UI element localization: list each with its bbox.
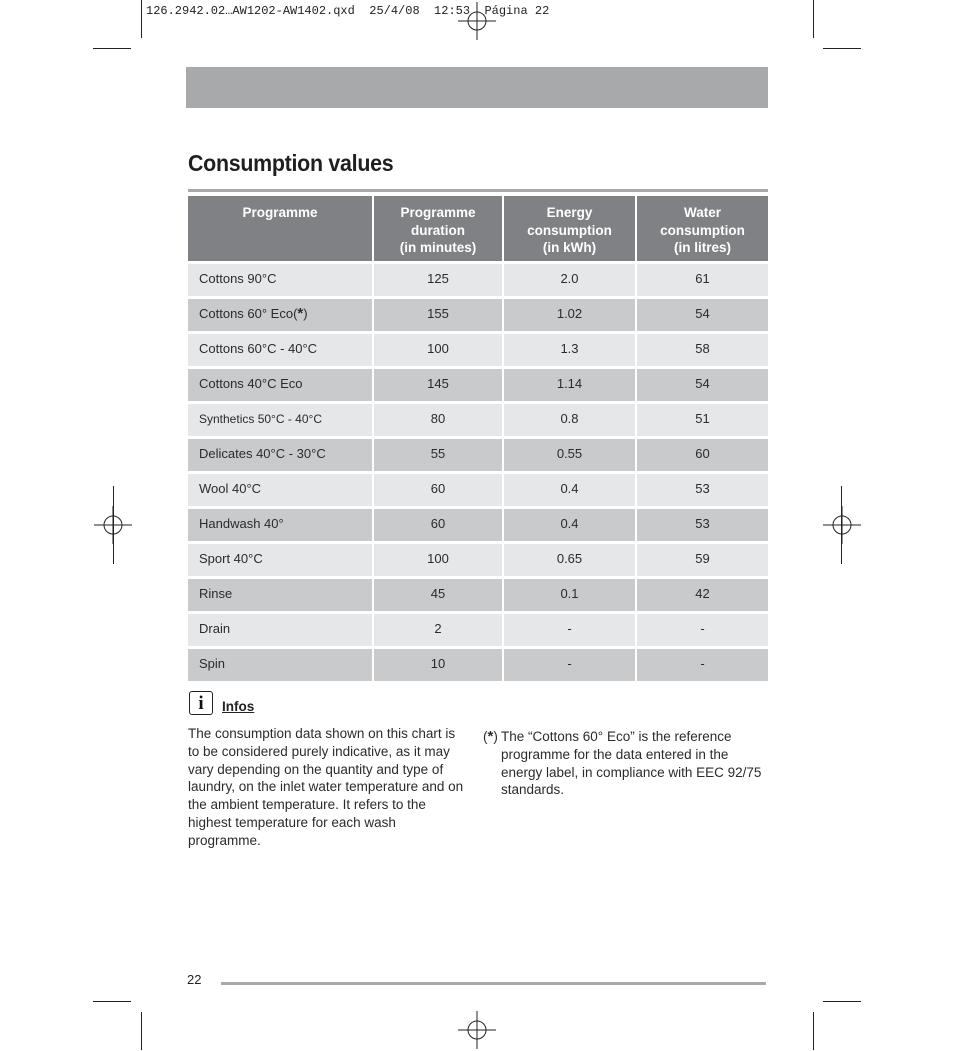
table-row <box>188 263 768 298</box>
programme-cell: Cottons 90°C <box>188 263 373 298</box>
energy-cell: 0.65 <box>503 543 636 578</box>
water-cell: 59 <box>636 543 768 578</box>
duration-cell: 45 <box>373 578 503 613</box>
energy-cell: 0.55 <box>503 438 636 473</box>
column-header-duration: Programme duration (in minutes) <box>373 196 503 263</box>
duration-cell: 10 <box>373 648 503 682</box>
column-header-programme: Programme <box>188 196 373 263</box>
crop-mark <box>823 1001 861 1002</box>
water-cell: 60 <box>636 438 768 473</box>
energy-cell: 1.3 <box>503 333 636 368</box>
energy-cell: 0.4 <box>503 473 636 508</box>
water-cell: 54 <box>636 298 768 333</box>
water-cell: 53 <box>636 508 768 543</box>
energy-cell: 1.14 <box>503 368 636 403</box>
programme-cell: Spin <box>188 648 373 682</box>
duration-cell: 80 <box>373 403 503 438</box>
water-cell: - <box>636 613 768 648</box>
column-header-energy: Energy consumption (in kWh) <box>503 196 636 263</box>
header-band <box>186 67 768 108</box>
energy-cell: 0.4 <box>503 508 636 543</box>
table-row <box>188 613 768 648</box>
duration-cell: 100 <box>373 543 503 578</box>
programme-cell: Wool 40°C <box>188 473 373 508</box>
info-icon: i <box>189 691 213 715</box>
info-note: The consumption data shown on this chart is to be considered purely indicative, as it may vary depending on the quantity and type of laundry, on the inlet water temperature and on the ambient temperature. It refers to the highest temperature for each wash programme. <box>188 726 464 848</box>
table-row <box>188 403 768 438</box>
duration-cell: 145 <box>373 368 503 403</box>
crop-mark <box>841 486 842 564</box>
energy-cell: 2.0 <box>503 263 636 298</box>
registration-mark-icon <box>458 2 496 40</box>
print-slug: 126.2942.02…AW1202-AW1402.qxd 25/4/08 12:53 Página 22 <box>146 4 550 18</box>
energy-cell: 0.8 <box>503 403 636 438</box>
programme-cell: Rinse <box>188 578 373 613</box>
programme-cell: Cottons 60° Eco(*) <box>188 298 373 333</box>
programme-cell: Delicates 40°C - 30°C <box>188 438 373 473</box>
footnote-text: The “Cottons 60° Eco” is the reference programme for the data entered in the energy label, in compliance with EEC 92/75 standards. <box>501 729 762 798</box>
energy-cell: - <box>503 613 636 648</box>
table-header-row <box>188 196 768 263</box>
asterisk-mark: * <box>297 305 304 322</box>
table-row <box>188 438 768 473</box>
crop-mark <box>813 0 814 38</box>
table-row <box>188 543 768 578</box>
water-cell: 53 <box>636 473 768 508</box>
duration-cell: 155 <box>373 298 503 333</box>
crop-mark <box>141 1012 142 1050</box>
crop-mark <box>93 1001 131 1002</box>
energy-cell: 1.02 <box>503 298 636 333</box>
footer-divider <box>221 982 766 985</box>
crop-mark <box>813 1012 814 1050</box>
crop-mark <box>823 48 861 49</box>
duration-cell: 60 <box>373 473 503 508</box>
energy-cell: - <box>503 648 636 682</box>
table-row <box>188 333 768 368</box>
programme-cell: Synthetics 50°C - 40°C <box>188 403 373 438</box>
table-row <box>188 298 768 333</box>
water-cell: - <box>636 648 768 682</box>
programme-cell: Handwash 40° <box>188 508 373 543</box>
duration-cell: 125 <box>373 263 503 298</box>
title-divider <box>188 189 768 192</box>
duration-cell: 60 <box>373 508 503 543</box>
page-number: 22 <box>187 972 202 987</box>
table-row <box>188 368 768 403</box>
table-row <box>188 473 768 508</box>
water-cell: 51 <box>636 403 768 438</box>
programme-cell: Drain <box>188 613 373 648</box>
infos-heading: Infos <box>222 699 255 714</box>
table-row <box>188 508 768 543</box>
registration-mark-icon <box>823 506 861 544</box>
footnote <box>483 728 768 799</box>
crop-mark <box>141 0 142 38</box>
table-row <box>188 648 768 682</box>
energy-cell: 0.1 <box>503 578 636 613</box>
programme-cell: Cottons 60°C - 40°C <box>188 333 373 368</box>
consumption-table <box>188 196 768 681</box>
programme-cell: Cottons 40°C Eco <box>188 368 373 403</box>
table-row <box>188 578 768 613</box>
crop-mark <box>113 486 114 564</box>
duration-cell: 100 <box>373 333 503 368</box>
duration-cell: 2 <box>373 613 503 648</box>
footnote-marker: (*) <box>483 728 498 745</box>
crop-mark <box>93 48 131 49</box>
programme-cell: Sport 40°C <box>188 543 373 578</box>
page-title: Consumption values <box>188 150 394 176</box>
column-header-water: Water consumption (in litres) <box>636 196 768 263</box>
water-cell: 42 <box>636 578 768 613</box>
registration-mark-icon <box>458 1011 496 1049</box>
water-cell: 54 <box>636 368 768 403</box>
duration-cell: 55 <box>373 438 503 473</box>
water-cell: 61 <box>636 263 768 298</box>
water-cell: 58 <box>636 333 768 368</box>
